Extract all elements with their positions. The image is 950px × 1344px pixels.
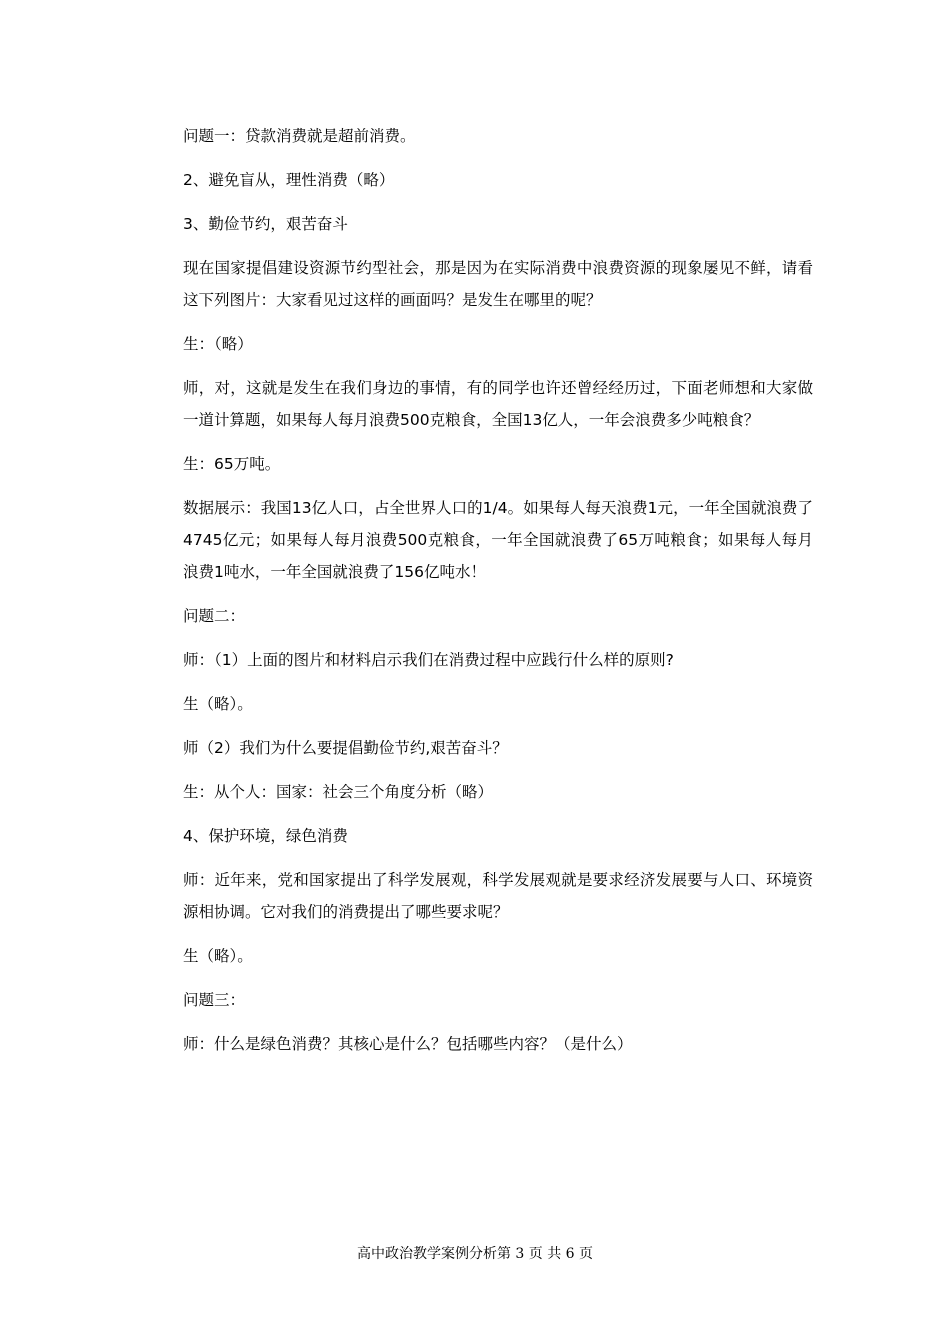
paragraph-question-three: 问题三： — [183, 991, 246, 1009]
paragraph-student-reply-1: 生：（略） — [183, 335, 253, 353]
paragraph-resource-saving-intro: 现在国家提倡建设资源节约型社会，那是因为在实际消费中浪费资源的现象屡见不鲜，请看这下列图片：大家看见过这样的画面吗？是发生在哪里的呢？ — [183, 259, 813, 309]
paragraph-student-answer: 生：65万吨。 — [183, 455, 281, 473]
paragraph-question-two: 问题二： — [183, 607, 246, 625]
paragraph-teacher-green-consumption: 师：什么是绿色消费？其核心是什么？包括哪些内容？（是什么） — [183, 1035, 633, 1053]
paragraph-teacher-q1: 师：（1）上面的图片和材料启示我们在消费过程中应践行什么样的原则? — [183, 651, 674, 669]
paragraph-teacher-development: 师：近年来，党和国家提出了科学发展观，科学发展观就是要求经济发展要与人口、环境资源相协调。它对我们的消费提出了哪些要求呢？ — [183, 871, 813, 921]
paragraph-student-reply-2: 生（略）。 — [183, 695, 253, 713]
paragraph-section-4-heading: 4、保护环境，绿色消费 — [183, 827, 348, 845]
paragraph-teacher-calculation: 师，对，这就是发生在我们身边的事情，有的同学也许还曾经经历过，下面老师想和大家做一道计算题，如果每人每月浪费500克粮食，全国13亿人，一年会浪费多少吨粮食？ — [183, 379, 813, 429]
paragraph-student-analysis: 生：从个人：国家：社会三个角度分析（略） — [183, 783, 494, 801]
paragraph-question-one: 问题一：贷款消费就是超前消费。 — [183, 127, 416, 145]
document-body — [183, 120, 813, 1072]
paragraph-student-reply-3: 生（略）。 — [183, 947, 253, 965]
paragraph-section-2-heading: 2、避免盲从，理性消费（略） — [183, 171, 395, 189]
page-footer: 高中政治教学案例分析第 3 页 共 6 页 — [356, 1246, 594, 1262]
paragraph-teacher-q2: 师（2）我们为什么要提倡勤俭节约,艰苦奋斗？ — [183, 739, 508, 757]
paragraph-data-display: 数据展示：我国13亿人口，占全世界人口的1/4。如果每人每天浪费1元，一年全国就浪费了4745亿元；如果每人每月浪费500克粮食，一年全国就浪费了65万吨粮食；如果每人每月浪费1吨水，一年全国就浪费了156亿吨水！ — [183, 499, 813, 581]
paragraph-section-3-heading: 3、勤俭节约，艰苦奋斗 — [183, 215, 348, 233]
